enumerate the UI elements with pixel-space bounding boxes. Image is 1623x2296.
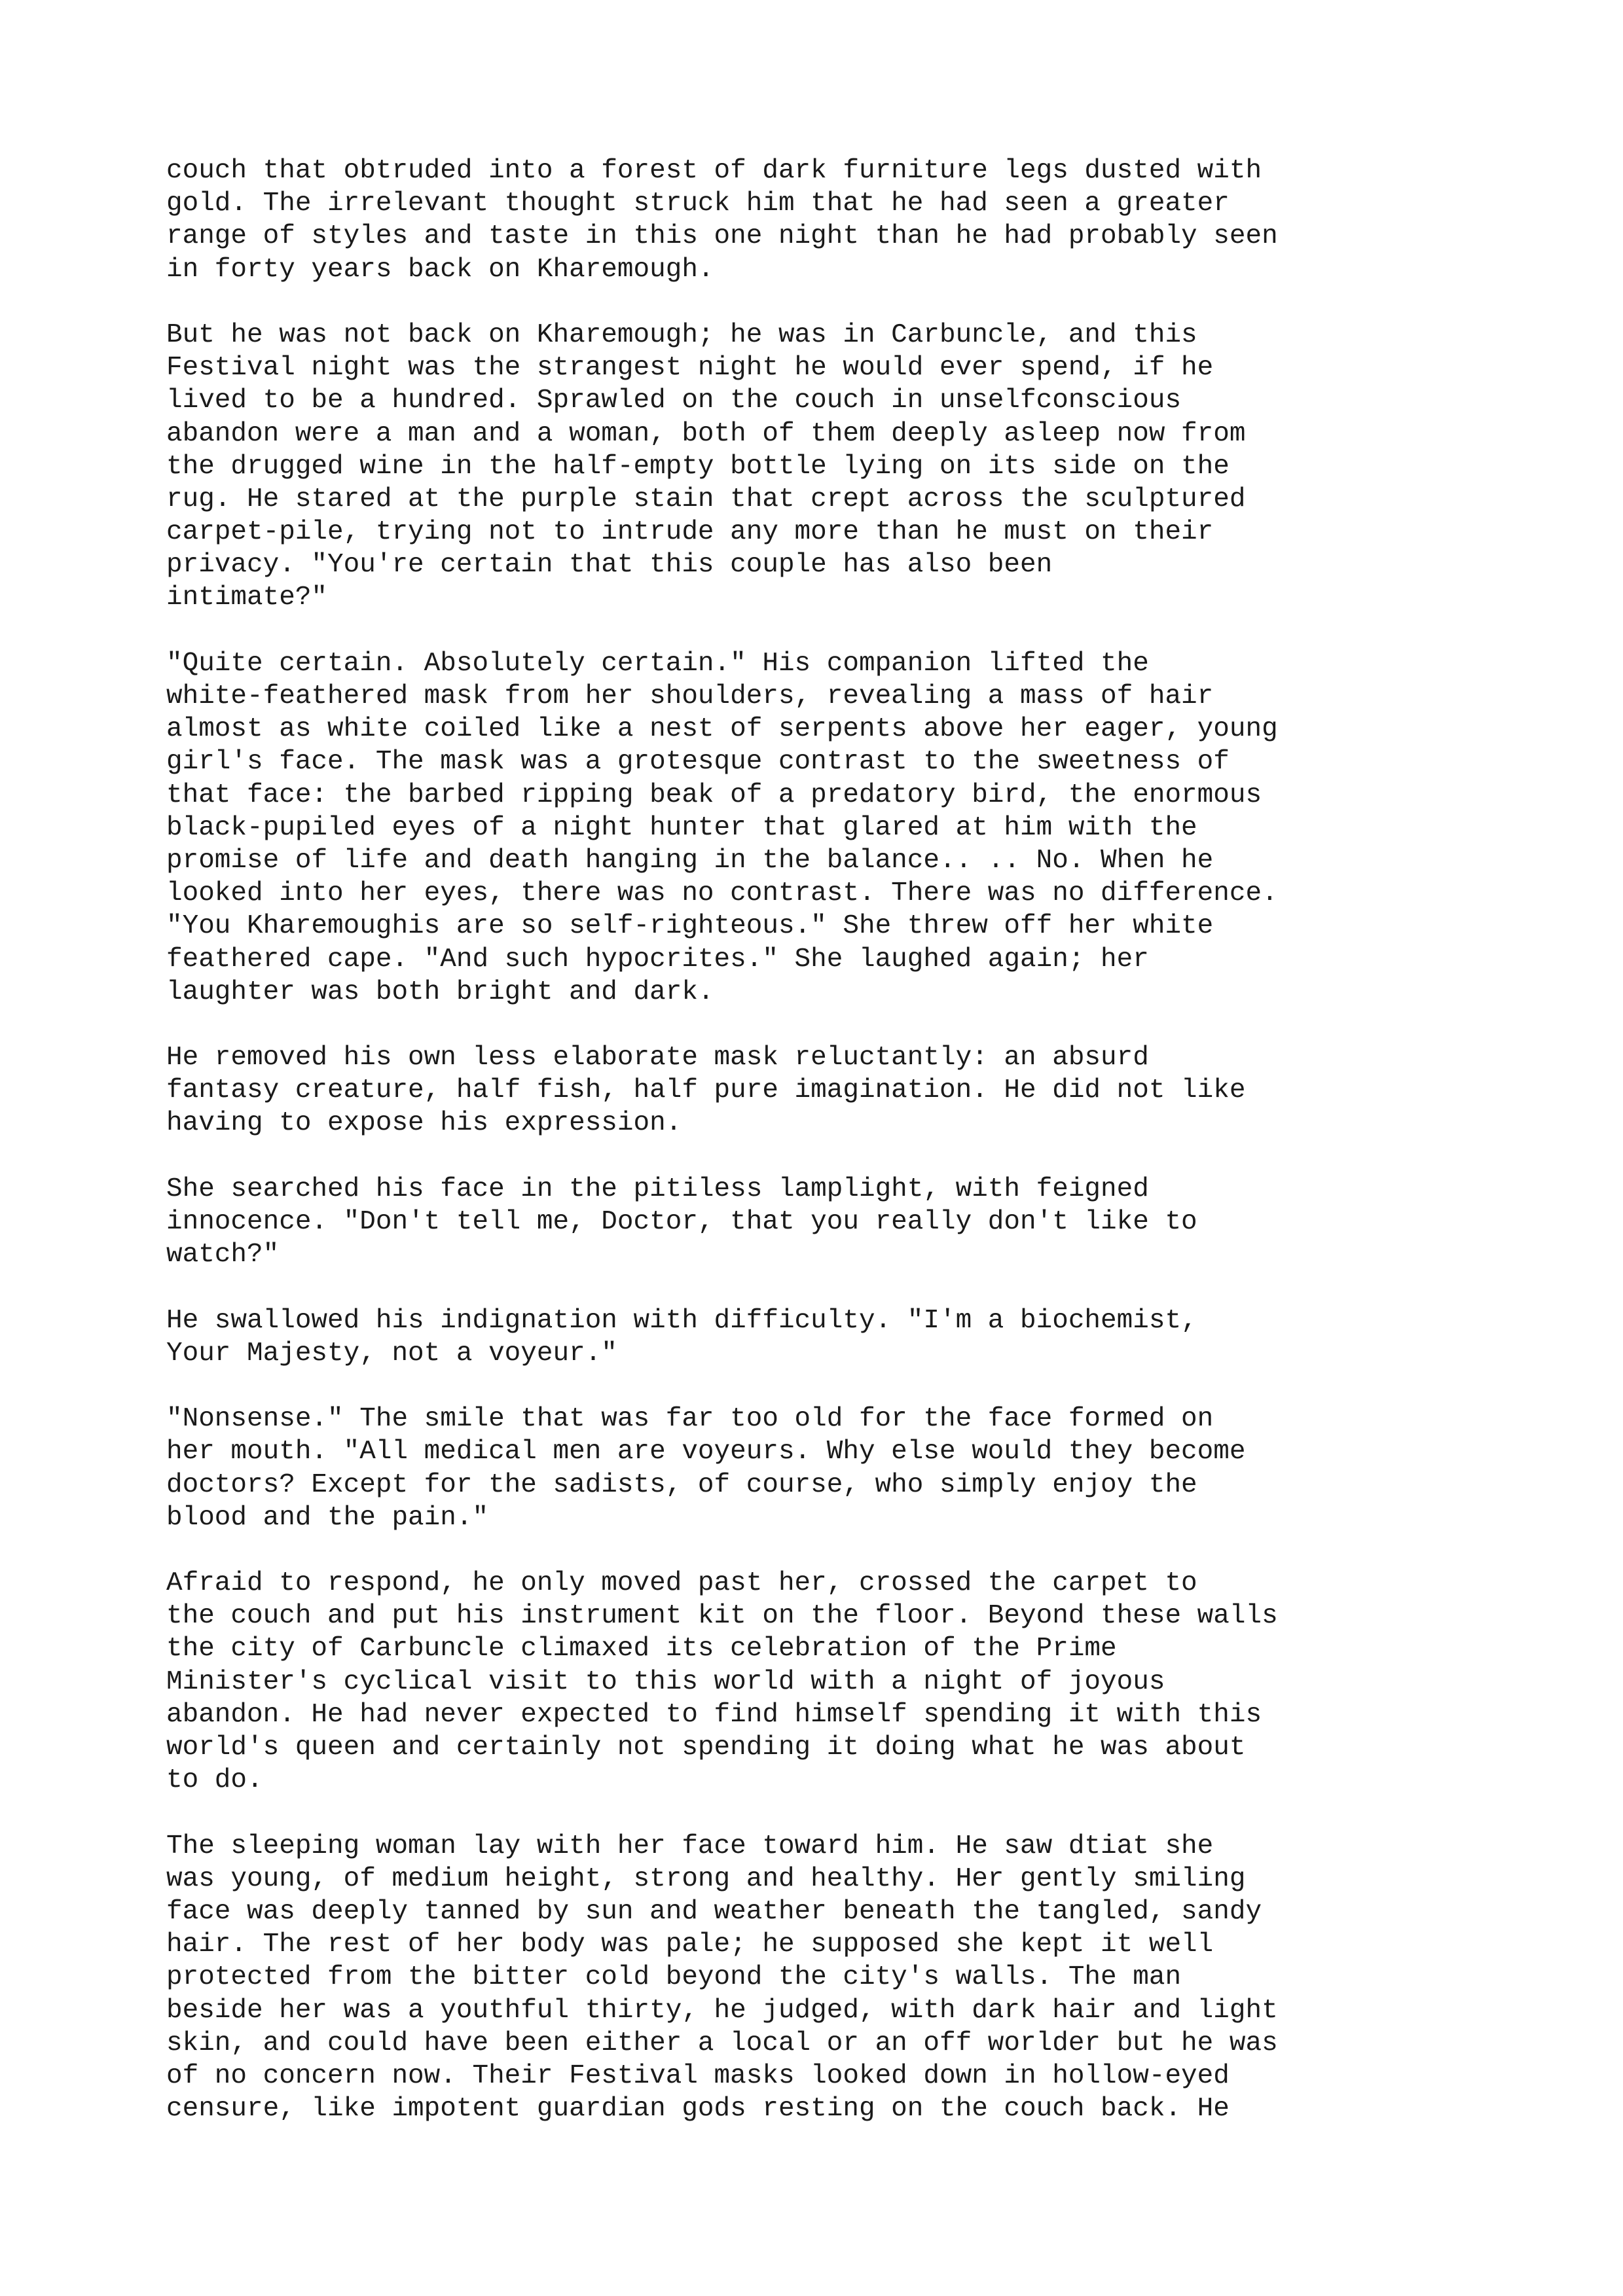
text-line: Festival night was the strangest night he would ever spend, if he — [166, 353, 1214, 384]
paragraph — [166, 1403, 1476, 1534]
text-line: laughter was both bright and dark. — [166, 977, 714, 1007]
paragraph — [166, 154, 1476, 286]
paragraph — [166, 1173, 1476, 1272]
text-line: couch that obtruded into a forest of dark furniture legs dusted with — [166, 156, 1262, 186]
text-line: black-pupiled eyes of a night hunter that glared at him with the — [166, 812, 1197, 843]
text-line: privacy. "You're certain that this couple has also been — [166, 550, 1053, 581]
text-line: almost as white coiled like a nest of serpents above her eager, young — [166, 714, 1278, 745]
text-line: "Nonsense." The smile that was far too old for the face formed on — [166, 1404, 1214, 1435]
text-line: face was deeply tanned by sun and weather beneath the tangled, sandy — [166, 1896, 1262, 1927]
text-line: doctors? Except for the sadists, of course, who simply enjoy the — [166, 1469, 1197, 1500]
text-line: having to expose his expression. — [166, 1108, 682, 1139]
text-line: that face: the barbed ripping beak of a predatory bird, the enormous — [166, 780, 1262, 810]
text-line: the drugged wine in the half-empty bottle lying on its side on the — [166, 451, 1230, 482]
text-line: beside her was a youthful thirty, he judged, with dark hair and light — [166, 1995, 1278, 2026]
text-line: censure, like impotent guardian gods resting on the couch back. He — [166, 2094, 1230, 2125]
paragraph — [166, 1304, 1476, 1370]
text-line: protected from the bitter cold beyond the city's walls. The man — [166, 1962, 1182, 1993]
text-line: fantasy creature, half fish, half pure imagination. He did not like — [166, 1075, 1246, 1106]
text-line: feathered cape. "And such hypocrites." She laughed again; her — [166, 944, 1149, 975]
text-line: "You Kharemoughis are so self-righteous." She threw off her white — [166, 911, 1214, 942]
text-line: But he was not back on Kharemough; he was in Carbuncle, and this — [166, 319, 1197, 350]
text-line: He removed his own less elaborate mask reluctantly: an absurd — [166, 1043, 1149, 1073]
text-line: The sleeping woman lay with her face toward him. He saw dtiat she — [166, 1831, 1214, 1861]
text-line: to do. — [166, 1765, 263, 1796]
text-line: skin, and could have been either a local or an off worlder but he was — [166, 2028, 1278, 2058]
text-line: lived to be a hundred. Sprawled on the couch in unselfconscious — [166, 386, 1182, 416]
text-line: gold. The irrelevant thought struck him that he had seen a greater — [166, 188, 1230, 219]
body-text — [166, 154, 1476, 2158]
text-line: white-feathered mask from her shoulders, revealing a mass of hair — [166, 681, 1214, 711]
text-line: carpet-pile, trying not to intrude any more than he must on their — [166, 517, 1214, 548]
text-line: He swallowed his indignation with difficulty. "I'm a biochemist, — [166, 1305, 1197, 1336]
text-line: looked into her eyes, there was no contrast. There was no difference. — [166, 878, 1278, 909]
text-line: Afraid to respond, he only moved past her, crossed the carpet to — [166, 1568, 1197, 1599]
paragraph — [166, 1830, 1476, 2126]
text-line: world's queen and certainly not spending it doing what he was about — [166, 1732, 1246, 1763]
paragraph — [166, 1567, 1476, 1797]
text-line: the couch and put his instrument kit on the floor. Beyond these walls — [166, 1601, 1278, 1632]
text-line: was young, of medium height, strong and healthy. Her gently smiling — [166, 1863, 1246, 1894]
text-line: Your Majesty, not a voyeur." — [166, 1338, 617, 1369]
text-line: girl's face. The mask was a grotesque contrast to the sweetness of — [166, 747, 1230, 778]
text-line: hair. The rest of her body was pale; he supposed she kept it well — [166, 1929, 1214, 1960]
text-line: "Quite certain. Absolutely certain." His companion lifted the — [166, 648, 1149, 679]
text-line: in forty years back on Kharemough. — [166, 254, 714, 285]
text-line: blood and the pain." — [166, 1502, 489, 1533]
text-line: the city of Carbuncle climaxed its celebration of the Prime — [166, 1634, 1117, 1664]
text-line: watch?" — [166, 1240, 280, 1270]
text-line: promise of life and death hanging in the balance.. .. No. When he — [166, 845, 1214, 876]
text-line: her mouth. "All medical men are voyeurs. Why else would they become — [166, 1437, 1246, 1467]
text-line: innocence. "Don't tell me, Doctor, that you really don't like to — [166, 1207, 1197, 1237]
text-line: abandon were a man and a woman, both of them deeply asleep now from — [166, 418, 1246, 449]
text-line: abandon. He had never expected to find himself spending it with this — [166, 1699, 1262, 1730]
paragraph — [166, 319, 1476, 615]
text-line: rug. He stared at the purple stain that crept across the sculptured — [166, 484, 1246, 514]
paragraph — [166, 1041, 1476, 1140]
text-line: She searched his face in the pitiless lamplight, with feigned — [166, 1174, 1149, 1204]
text-line: of no concern now. Their Festival masks looked down in hollow-eyed — [166, 2060, 1230, 2091]
paragraph — [166, 647, 1476, 1009]
text-line: range of styles and taste in this one night than he had probably seen — [166, 221, 1278, 252]
text-line: Minister's cyclical visit to this world with a night of joyous — [166, 1666, 1165, 1697]
text-line: intimate?" — [166, 583, 328, 613]
